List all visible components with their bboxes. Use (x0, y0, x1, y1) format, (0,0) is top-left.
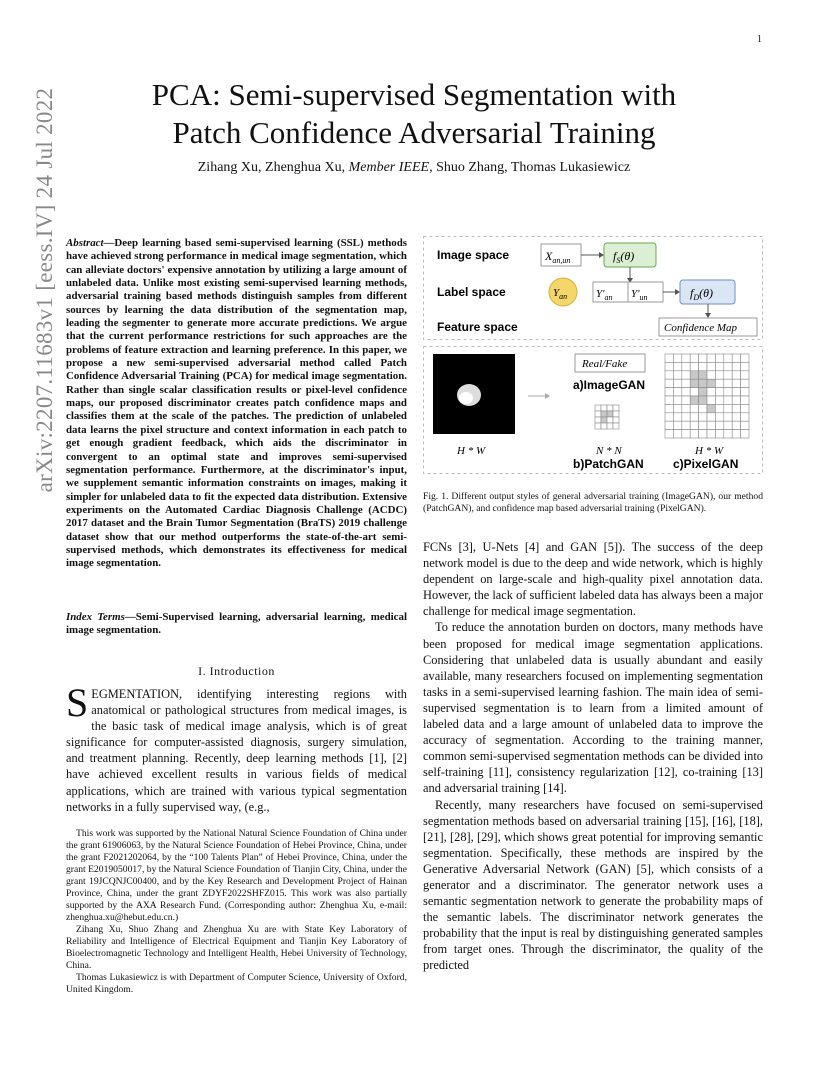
grid-cell (690, 354, 698, 362)
grid-cell (699, 430, 707, 438)
grid-cell (707, 430, 715, 438)
grid-cell (724, 421, 732, 429)
grid-cell (715, 379, 723, 387)
grid-cell (715, 354, 723, 362)
section-heading: I. Introduction (198, 664, 275, 678)
grid-cell (699, 388, 707, 396)
x-input-label: $X_{an,un}$ (545, 249, 571, 265)
fs-label: $f_S(\theta)$ (613, 249, 635, 265)
grid-cell (682, 421, 690, 429)
dim-hw-2: H * W (695, 445, 724, 457)
page-number: 1 (757, 34, 762, 45)
grid-cell (595, 417, 601, 423)
row-image-space: Image space (437, 248, 510, 262)
figure-diagram (423, 236, 763, 476)
grid-cell (601, 417, 607, 423)
grid-cell (607, 417, 613, 423)
right-paragraph-3: Recently, many researchers have focused on semi-supervised segmentation methods based on adversarial training [15], [16], [18], [21], [28], [29], which shows great potential for improving semantic segmentation. Specifically, these methods are inspired by the Generative Adversarial Network (GAN) [5], which consists of a generator and a discriminator. The generator network uses a semantic segmentation network to generate the probability maps of the semantic labels. The discriminator network generates the probability that the input is real by distinguishing generated samples from target ones. Through the discriminator, the quality of the predicted (423, 797, 763, 973)
grid-cell (673, 421, 681, 429)
grid-cell (665, 379, 673, 387)
grid-cell (741, 379, 749, 387)
grid-cell (724, 396, 732, 404)
grid-cell (673, 379, 681, 387)
grid-cell (699, 413, 707, 421)
grid-cell (732, 413, 740, 421)
grid-cell (732, 354, 740, 362)
real-fake-label: Real/Fake (582, 358, 628, 370)
grid-cell (682, 430, 690, 438)
grid-cell (665, 396, 673, 404)
right-column (423, 539, 763, 974)
grid-cell (715, 362, 723, 370)
y-prime-an-label: $Y'_{an}$ (596, 288, 613, 302)
grid-cell (595, 405, 601, 411)
dropcap: S (66, 680, 89, 725)
grid-cell (690, 362, 698, 370)
grid-cell (741, 362, 749, 370)
grid-cell (665, 371, 673, 379)
y-an-label: $Y_{an}$ (553, 287, 568, 301)
grid-cell (682, 371, 690, 379)
mri-core (459, 392, 473, 404)
grid-cell (690, 396, 698, 404)
grid-cell (690, 430, 698, 438)
grid-cell (673, 396, 681, 404)
figure-1 (423, 236, 763, 476)
grid-cell (690, 379, 698, 387)
grid-cell (707, 362, 715, 370)
grid-cell (724, 362, 732, 370)
grid-cell (673, 388, 681, 396)
grid-cell (673, 404, 681, 412)
index-terms (66, 611, 407, 638)
authors-part: Zihang Xu, Zhenghua Xu, (197, 160, 349, 175)
index-terms-label: Index Terms (66, 611, 125, 623)
grid-cell (732, 421, 740, 429)
grid-cell (724, 354, 732, 362)
grid-cell (665, 404, 673, 412)
grid-cell (682, 388, 690, 396)
arrowhead (705, 313, 711, 318)
grid-cell (607, 405, 613, 411)
grid-cell (715, 371, 723, 379)
grid-cell (673, 354, 681, 362)
intro-paragraph (66, 680, 407, 815)
grid-cell (595, 423, 601, 429)
dim-nn: N * N (596, 445, 622, 457)
grid-cell (707, 421, 715, 429)
grid-cell (715, 404, 723, 412)
grid-cell (724, 413, 732, 421)
grid-cell (682, 404, 690, 412)
grid-cell (690, 388, 698, 396)
arrowhead (675, 289, 680, 295)
grid-cell (682, 413, 690, 421)
patch-grid (595, 405, 619, 429)
grid-cell (665, 413, 673, 421)
confidence-map-label: Confidence Map (664, 322, 738, 334)
figure-caption: Fig. 1. Different output styles of general adversarial training (ImageGAN), our method (PatchGAN), and confidence map based adversarial training (PixelGAN). (423, 491, 763, 514)
grid-cell (682, 396, 690, 404)
abstract-label: Abstract (66, 237, 104, 249)
grid-cell (613, 405, 619, 411)
grid-cell (715, 396, 723, 404)
grid-cell (732, 379, 740, 387)
arrowhead (599, 252, 604, 258)
authors-part: , Shuo Zhang, Thomas Lukasiewicz (429, 160, 631, 175)
grid-cell (732, 371, 740, 379)
grid-cell (673, 413, 681, 421)
grid-cell (715, 421, 723, 429)
grid-cell (732, 388, 740, 396)
dim-hw-1: H * W (457, 445, 486, 457)
grid-cell (724, 371, 732, 379)
pixel-grid (665, 354, 749, 438)
footnote-affiliation-2: Thomas Lukasiewicz is with Department of Computer Science, University of Oxford, United Kingdom. (66, 972, 407, 995)
footnotes (66, 828, 407, 996)
grid-cell (607, 411, 613, 417)
grid-cell (707, 371, 715, 379)
arrowhead (545, 393, 550, 399)
grid-cell (707, 379, 715, 387)
grid-cell (732, 396, 740, 404)
grid-cell (665, 362, 673, 370)
grid-cell (741, 354, 749, 362)
grid-cell (699, 354, 707, 362)
grid-cell (715, 413, 723, 421)
grid-cell (613, 417, 619, 423)
intro-text: EGMENTATION, identifying interesting regions with anatomical or pathological structures from medical images, is the basic task of medical image analysis, which is of great significance for computer-assisted diagnosis, surgery simulation, and treatment planning. Recently, deep learning methods [1], [2] have achieved excellent results in various fields of medical applications, which are trained with various typical segmentation networks in a fully supervised way, (e.g., (66, 687, 407, 814)
grid-cell (724, 379, 732, 387)
grid-cell (665, 388, 673, 396)
grid-cell (682, 379, 690, 387)
footnote-funding: This work was supported by the National Natural Science Foundation of China under the grant 61906063, by the Natural Science Foundation of Hebei Province, China, under the grant F2021202064, by the “100 Talents Plan” of Hebei Province, China, under the grant E2019050017, by the Natural Science Foundation of Tianjin City, China, under the grant 19JCQNJC00400, and by the Key Research and Development Project of Hainan Province, China, under the grant ZDYF2022SHFZ015. This work was also partially supported by the AXA Research Fund. (Corresponding author: Zhenghua Xu, e-mail: zhenghua.xu@hebut.edu.cn.) (66, 828, 407, 923)
right-paragraph-1: FCNs [3], U-Nets [4] and GAN [5]). The success of the deep network model is due to the deep and wide network, which is highly dependent on large-scale and high-quality pixel annotation data. However, the lack of sufficient labeled data has always been a major challenge for medical image segmentation. (423, 540, 763, 619)
grid-cell (741, 413, 749, 421)
grid-cell (699, 396, 707, 404)
grid-cell (741, 404, 749, 412)
grid-cell (741, 388, 749, 396)
grid-cell (715, 430, 723, 438)
grid-cell (741, 371, 749, 379)
pixel-gan-label: c)PixelGAN (673, 457, 739, 471)
title-line-2: Patch Confidence Adversarial Training (172, 115, 656, 150)
paper-title (70, 76, 758, 152)
row-label-space: Label space (437, 285, 506, 299)
grid-cell (732, 430, 740, 438)
grid-cell (724, 430, 732, 438)
grid-cell (601, 423, 607, 429)
grid-cell (601, 411, 607, 417)
grid-cell (707, 396, 715, 404)
grid-cell (673, 371, 681, 379)
grid-cell (690, 413, 698, 421)
grid-cell (690, 421, 698, 429)
right-paragraph-2: To reduce the annotation burden on doctors, many methods have been proposed for medical image segmentation applications. Considering that unlabeled data is usually abundant and easily available, many researchers focused on implementing segmentation tasks in a semi-supervised learning fashion. The main idea of semi-supervised segmentation is to learn from a limited amount of labeled data and a large amount of unlabeled data to improve the accuracy of segmentation. According to the training manner, common semi-supervised segmentation methods can be divided into self-training [11], consistency regularization [12], co-training [13] and adversarial training [14]. (423, 620, 763, 796)
index-terms-text: —Semi-Supervised learning, adversarial learning, medical image segmentation. (66, 611, 407, 637)
grid-cell (741, 430, 749, 438)
patch-gan-label: b)PatchGAN (573, 457, 644, 471)
grid-cell (699, 379, 707, 387)
grid-cell (607, 423, 613, 429)
grid-cell (699, 421, 707, 429)
grid-cell (690, 371, 698, 379)
arxiv-id: arXiv:2207.11683v1 [eess.IV] 24 Jul 2022 (32, 87, 57, 493)
grid-cell (741, 421, 749, 429)
fd-label: $f_D(\theta)$ (690, 286, 714, 302)
grid-cell (665, 430, 673, 438)
grid-cell (601, 405, 607, 411)
grid-cell (699, 404, 707, 412)
grid-cell (707, 413, 715, 421)
authors (70, 160, 758, 176)
grid-cell (682, 354, 690, 362)
grid-cell (595, 411, 601, 417)
grid-cell (732, 404, 740, 412)
grid-cell (665, 421, 673, 429)
grid-cell (682, 362, 690, 370)
footnote-affiliation-1: Zihang Xu, Shuo Zhang and Zhenghua Xu are with State Key Laboratory of Reliability and Intelligence of Electrical Equipment and Tianjin Key Laboratory of Bioelectromagnetic Technology and Intelligent Health, Hebei University of Technology, China. (66, 924, 407, 971)
grid-cell (673, 430, 681, 438)
title-line-1: PCA: Semi-supervised Segmentation with (151, 77, 677, 112)
grid-cell (613, 423, 619, 429)
authors-member: Member IEEE (348, 160, 430, 175)
grid-cell (665, 354, 673, 362)
row-feature-space: Feature space (437, 320, 518, 334)
grid-cell (673, 362, 681, 370)
grid-cell (732, 362, 740, 370)
grid-cell (699, 371, 707, 379)
grid-cell (741, 396, 749, 404)
grid-cell (724, 388, 732, 396)
grid-cell (724, 404, 732, 412)
abstract-text: —Deep learning based semi-supervised learning (SSL) methods have achieved strong performance in medical image segmentation, which can alleviate doctors' expensive annotation by utilizing a large amount of unlabeled data. Unlike most existing semi-supervised learning methods, adversarial training based methods distinguish samples from different sources by learning the data distribution of the segmentation map, leading the segmenter to generate more accurate predictions. We argue that the current performance restrictions for such approaches are the problems of feature extraction and learning preference. In this paper, we propose a new semi-supervised adversarial method called Patch Confidence Adversarial Training (PCA) for medical image segmentation. Rather than single scalar classification results or pixel-level confidence maps, our proposed discriminator creates patch confidence maps and classifies them at the scale of the patches. The prediction of unlabeled data learns the pixel structure and context information in each patch to get enough gradient feedback, which aids the discriminator in convergent to an optimal state and improves semi-supervised segmentation performance. Furthermore, at the discriminator's input, we supplement semantic information constraints on images, making it simpler for unlabeled data to fit the expected data distribution. Extensive experiments on the Automated Cardiac Diagnosis Challenge (ACDC) 2017 dataset and the Brain Tumor Segmentation (BraTS) 2019 challenge dataset show that our method outperforms the state-of-the-art semi-supervised methods, which demonstrates its effectiveness for medical image segmentation. (66, 237, 407, 570)
grid-cell (690, 404, 698, 412)
grid-cell (715, 388, 723, 396)
y-prime-un-label: $Y'_{un}$ (631, 288, 648, 302)
grid-cell (707, 388, 715, 396)
grid-cell (613, 411, 619, 417)
abstract (66, 237, 407, 571)
image-gan-label: a)ImageGAN (573, 378, 646, 392)
grid-cell (707, 404, 715, 412)
grid-cell (707, 354, 715, 362)
grid-cell (699, 362, 707, 370)
